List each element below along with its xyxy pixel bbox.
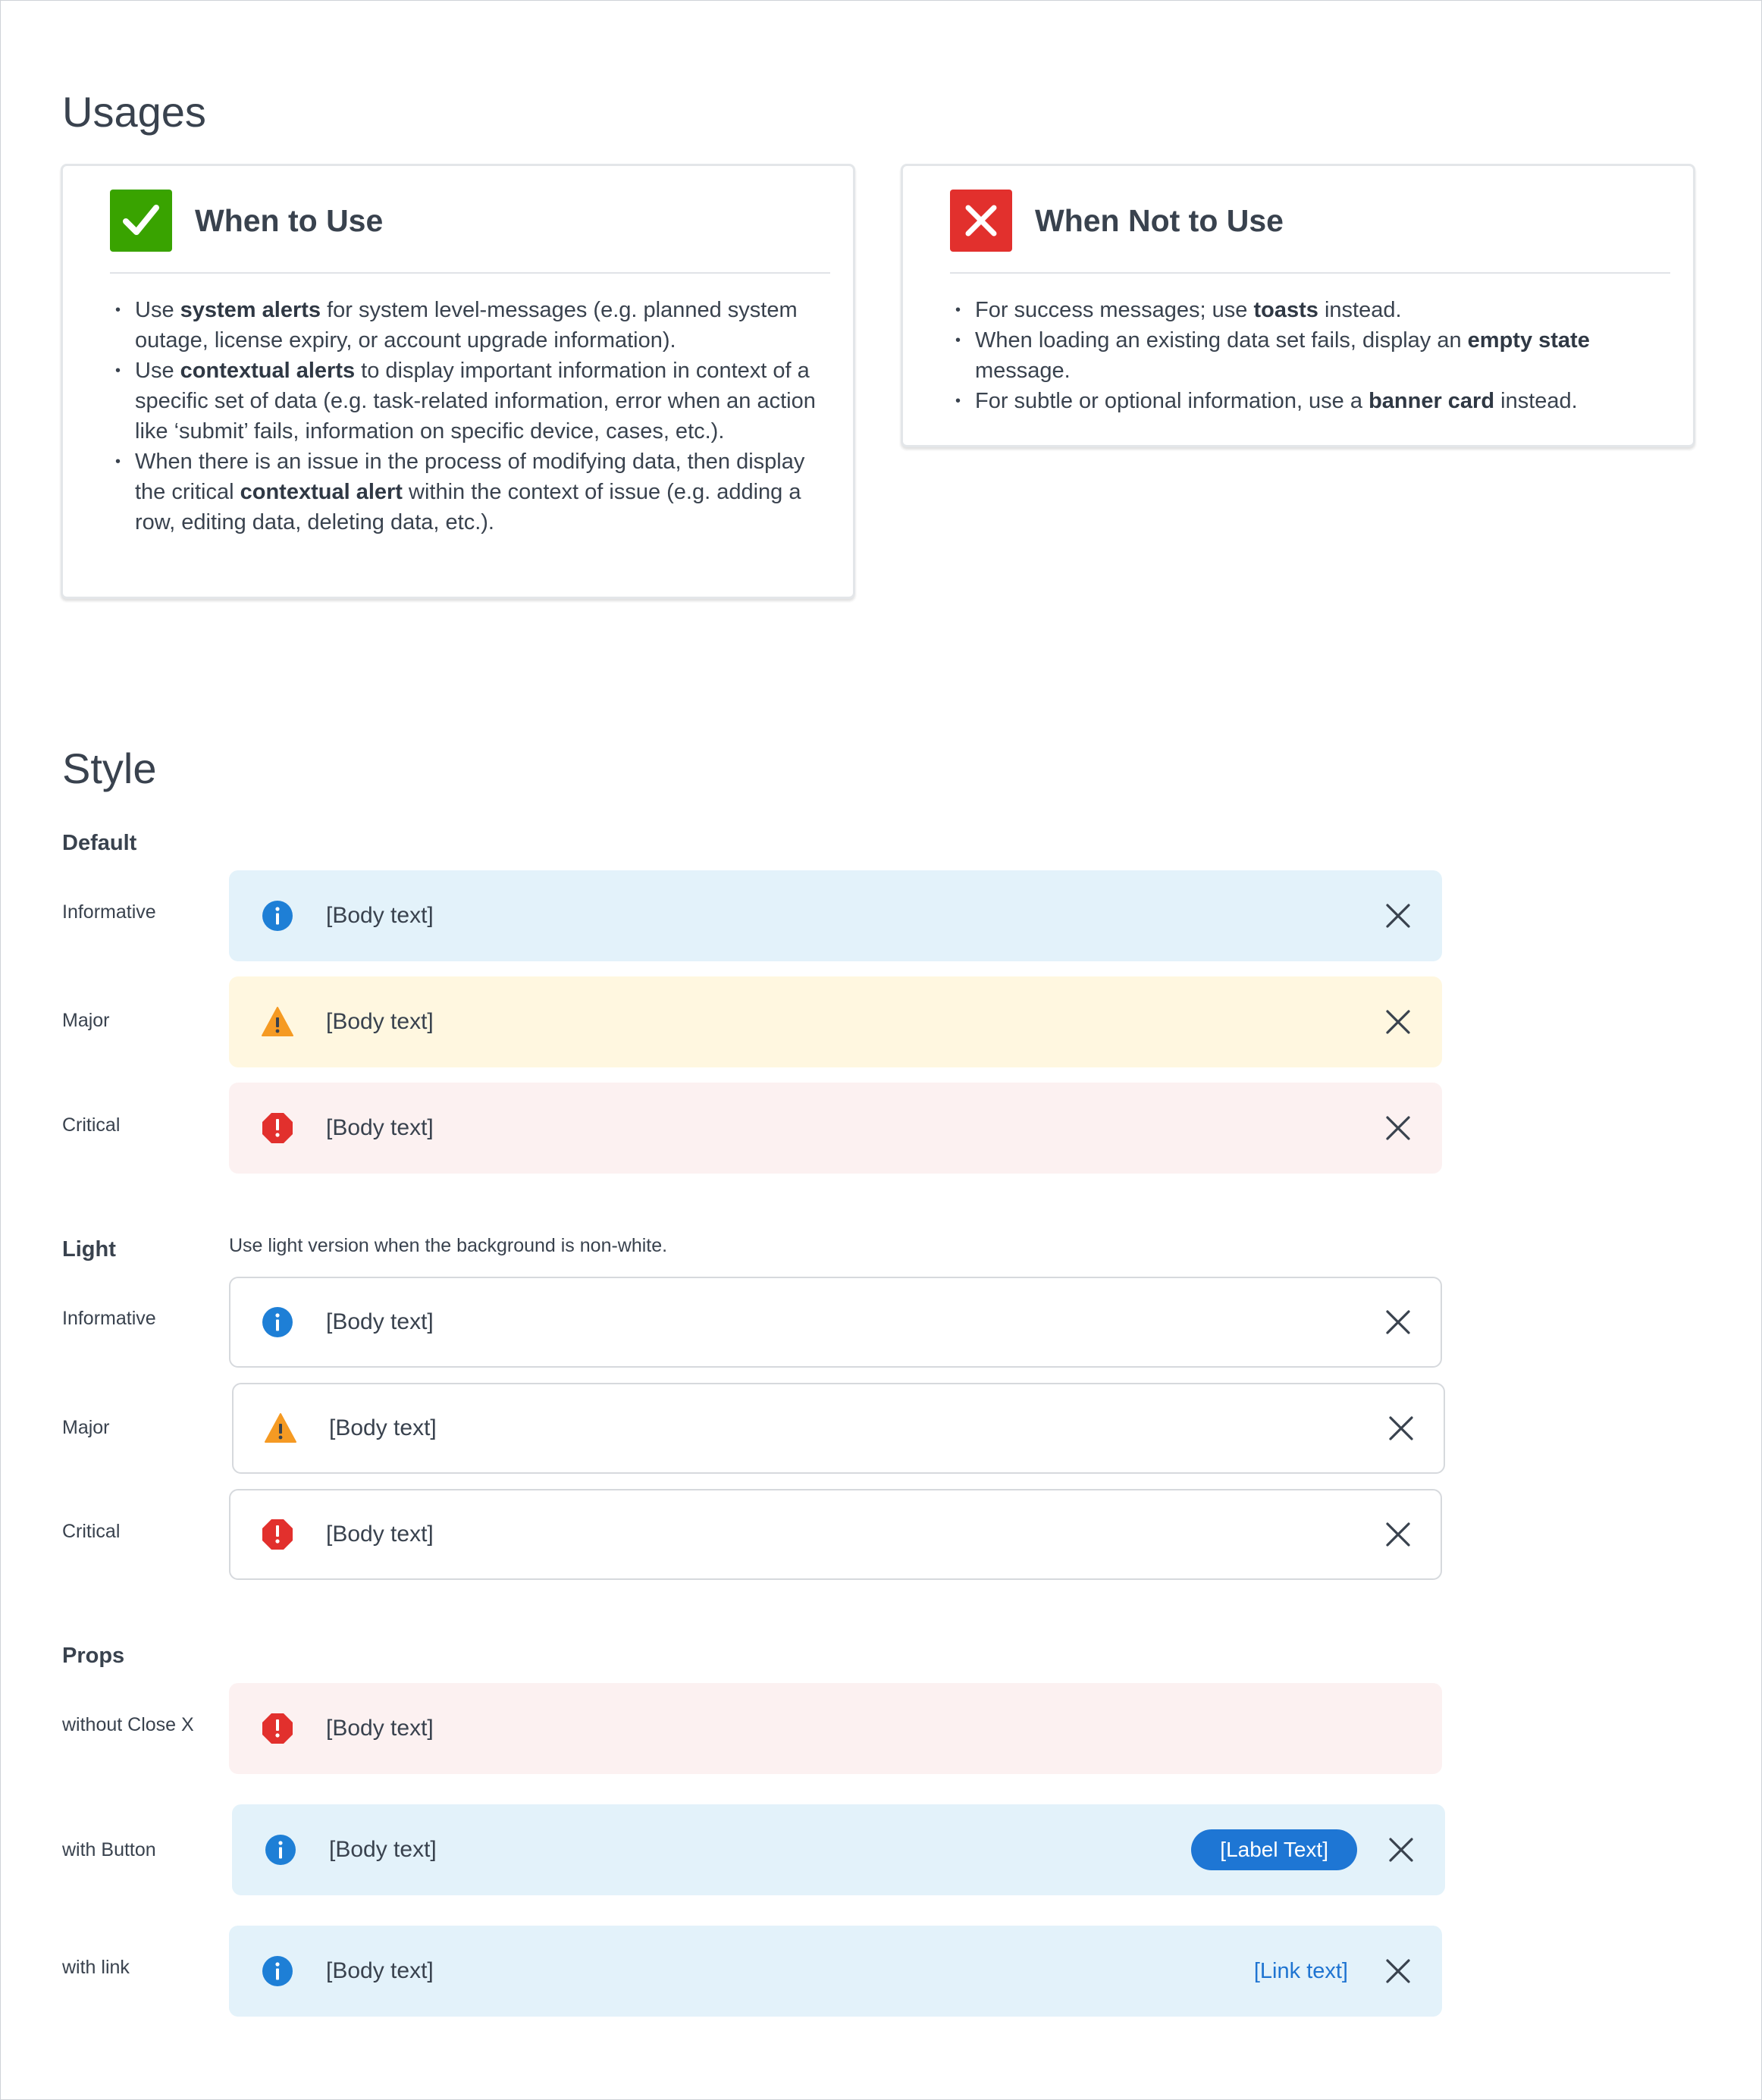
close-icon[interactable] — [1383, 1956, 1413, 1986]
props-with-button-label: with Button — [62, 1839, 156, 1860]
default-informative-label: Informative — [62, 901, 156, 923]
alert-body-text: [Body text] — [326, 1958, 434, 1983]
close-icon[interactable] — [1386, 1835, 1416, 1865]
props-with-link-label: with link — [62, 1957, 130, 1978]
info-icon — [261, 899, 294, 932]
close-icon[interactable] — [1383, 1519, 1413, 1550]
alert-body-text: [Body text] — [326, 1522, 434, 1547]
close-icon[interactable] — [1383, 1307, 1413, 1337]
when-to-use-list — [135, 295, 830, 538]
divider — [950, 272, 1670, 274]
list-item: • Use contextual alerts to display important information in context of a specific set of data (e.g. task-related information, error when an action like ‘submit’ fails, information on specific device, cases, etc.). — [135, 356, 830, 447]
when-to-use-card — [61, 164, 855, 599]
light-informative-label: Informative — [62, 1308, 156, 1329]
divider — [110, 272, 830, 274]
info-icon — [261, 1305, 294, 1339]
warning-icon — [264, 1412, 297, 1445]
alert-body-text: [Body text] — [329, 1415, 437, 1440]
default-heading: Default — [62, 831, 137, 855]
cross-icon — [950, 190, 1012, 252]
alert-body-text: [Body text] — [326, 903, 434, 928]
alert-light-major — [232, 1383, 1445, 1474]
light-critical-label: Critical — [62, 1521, 121, 1542]
props-without-close-label: without Close X — [62, 1714, 194, 1735]
alert-default-major — [229, 976, 1442, 1067]
alert-body-text: [Body text] — [329, 1837, 437, 1862]
alert-without-close — [229, 1683, 1442, 1774]
alert-body-text: [Body text] — [326, 1115, 434, 1140]
label-button[interactable]: [Label Text] — [1191, 1829, 1357, 1870]
usages-title: Usages — [62, 88, 206, 136]
light-major-label: Major — [62, 1417, 110, 1438]
props-heading: Props — [62, 1644, 125, 1668]
when-not-to-use-card — [901, 164, 1695, 447]
alert-body-text: [Body text] — [326, 1309, 434, 1334]
when-to-use-title: When to Use — [195, 202, 384, 238]
style-title: Style — [62, 744, 157, 792]
when-not-to-use-list — [975, 295, 1670, 416]
close-icon[interactable] — [1383, 1113, 1413, 1143]
when-not-to-use-title: When Not to Use — [1035, 202, 1284, 238]
list-item: • Use system alerts for system level-messages (e.g. planned system outage, license expiry, or account upgrade information). — [135, 295, 830, 356]
alert-default-critical — [229, 1083, 1442, 1174]
default-major-label: Major — [62, 1010, 110, 1031]
error-icon — [261, 1518, 294, 1551]
alert-with-link — [229, 1926, 1442, 2017]
close-icon[interactable] — [1386, 1413, 1416, 1443]
light-heading: Light — [62, 1237, 116, 1262]
warning-icon — [261, 1005, 294, 1039]
error-icon — [261, 1712, 294, 1745]
light-note: Use light version when the background is non-white. — [229, 1235, 668, 1256]
alert-with-button — [232, 1804, 1445, 1895]
list-item: • When loading an existing data set fails, display an empty state message. — [975, 325, 1670, 386]
close-icon[interactable] — [1383, 1007, 1413, 1037]
info-icon — [261, 1954, 294, 1988]
list-item: • When there is an issue in the process of modifying data, then display the critical contextual alert within the context of issue (e.g. adding a row, editing data, deleting data, etc.). — [135, 447, 830, 538]
list-item: • For subtle or optional information, use a banner card instead. — [975, 386, 1670, 416]
list-item: • For success messages; use toasts instead. — [975, 295, 1670, 325]
close-icon[interactable] — [1383, 901, 1413, 931]
alert-link[interactable]: [Link text] — [1253, 1958, 1348, 1983]
default-critical-label: Critical — [62, 1114, 121, 1136]
alert-light-informative — [229, 1277, 1442, 1368]
alert-light-critical — [229, 1489, 1442, 1580]
error-icon — [261, 1111, 294, 1145]
alert-default-informative — [229, 870, 1442, 961]
alert-body-text: [Body text] — [326, 1009, 434, 1034]
alert-body-text: [Body text] — [326, 1716, 434, 1741]
info-icon — [264, 1833, 297, 1866]
checkmark-icon — [110, 190, 172, 252]
